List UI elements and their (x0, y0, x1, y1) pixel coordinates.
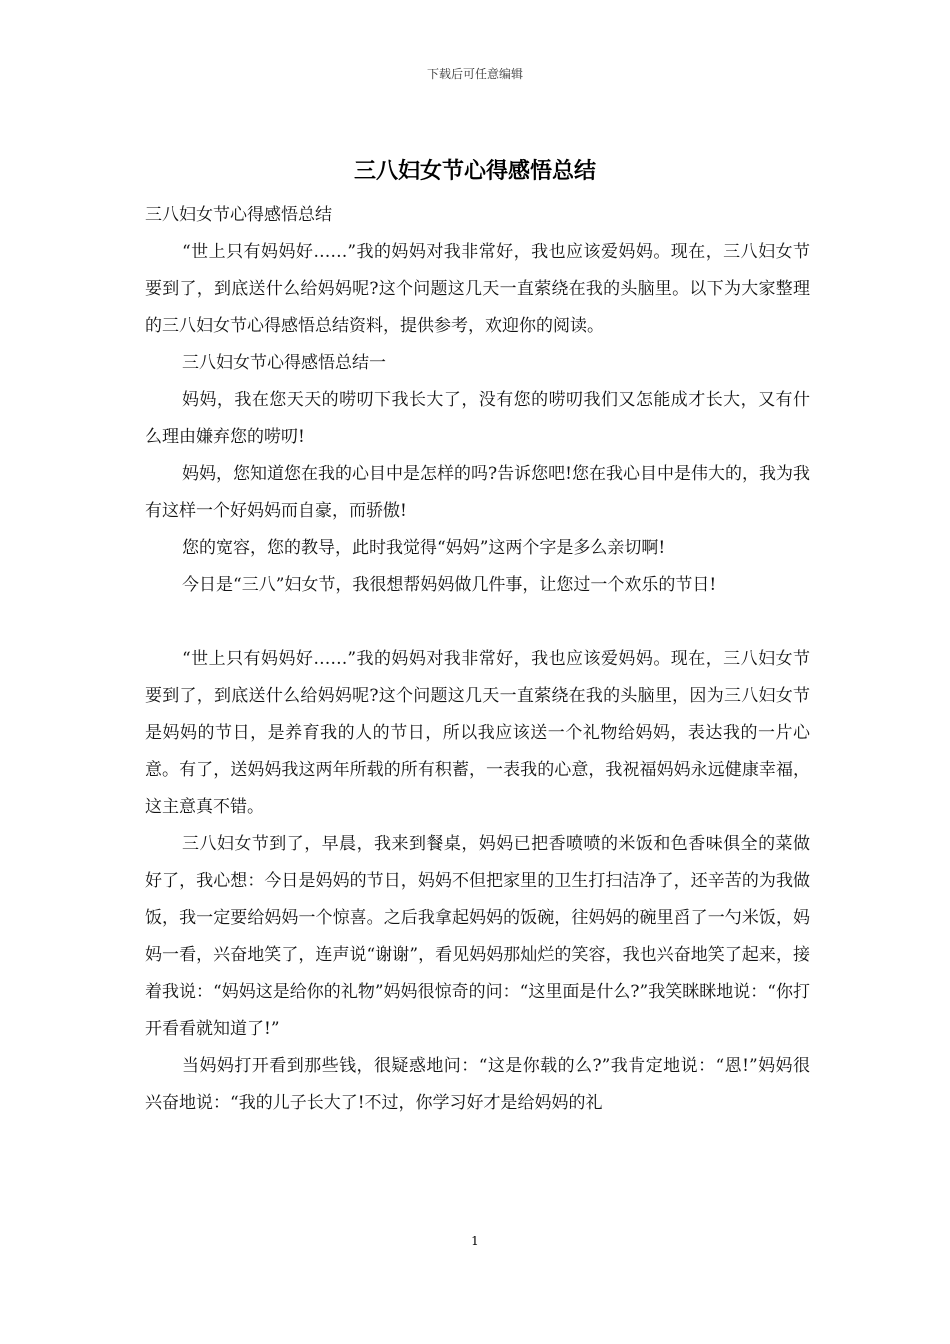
document-title: 三八妇女节心得感悟总结 (353, 158, 596, 184)
page-number: 1 (471, 1234, 479, 1248)
body-paragraph: “世上只有妈妈好……”我的妈妈对我非常好，我也应该爱妈妈。现在，三八妇女节要到了，到底送什么给妈妈呢?这个问题这几天一直萦绕在我的头脑里，因为三八妇女节是妈妈的节日，是养育我的人的节日，所以我应该送一个礼物给妈妈，表达我的一片心意。有了，送妈妈我这两年所载的所有积蓄，一表我的心意，我祝福妈妈永远健康幸福，这主意真不错。 (145, 649, 810, 817)
body-paragraph: 今日是“三八”妇女节，我很想帮妈妈做几件事，让您过一个欢乐的节日! (182, 575, 717, 595)
header-note: 下载后可任意编辑 (426, 67, 523, 81)
paragraph-gap (145, 604, 810, 641)
body-paragraph: 当妈妈打开看到那些钱，很疑惑地问：“这是你载的么?”我肯定地说：“恩!”妈妈很兴奋地说：“我的儿子长大了!不过，你学习好才是给妈妈的礼 (145, 1056, 810, 1113)
body-paragraph: 妈妈，我在您天天的唠叨下我长大了，没有您的唠叨我们又怎能成才长大，又有什么理由嫌弃您的唠叨! (145, 390, 810, 447)
subtitle-paragraph: 三八妇女节心得感悟总结 (145, 205, 332, 225)
body-paragraph: 妈妈，您知道您在我的心目中是怎样的吗?告诉您吧!您在我心目中是伟大的，我为我有这样一个好妈妈而自豪，而骄傲! (145, 464, 810, 521)
body-paragraph: 您的宽容，您的教导，此时我觉得“妈妈”这两个字是多么亲切啊! (182, 538, 666, 558)
intro-paragraph: “世上只有妈妈好……”我的妈妈对我非常好，我也应该爱妈妈。现在，三八妇女节要到了，到底送什么给妈妈呢?这个问题这几天一直萦绕在我的头脑里。以下为大家整理的三八妇女节心得感悟总结资料，提供参考，欢迎你的阅读。 (145, 242, 810, 336)
document-body (145, 197, 810, 1122)
body-paragraph: 三八妇女节到了，早晨，我来到餐桌，妈妈已把香喷喷的米饭和色香味俱全的菜做好了，我心想：今日是妈妈的节日，妈妈不但把家里的卫生打扫洁净了，还辛苦的为我做饭，我一定要给妈妈一个惊喜。之后我拿起妈妈的饭碗，往妈妈的碗里舀了一勺米饭，妈妈一看，兴奋地笑了，连声说“谢谢”，看见妈妈那灿烂的笑容，我也兴奋地笑了起来，接着我说：“妈妈这是给你的礼物”妈妈很惊奇的问：“这里面是什么?”我笑眯眯地说：“你打开看看就知道了!” (145, 834, 810, 1039)
section-heading: 三八妇女节心得感悟总结一 (182, 353, 386, 373)
